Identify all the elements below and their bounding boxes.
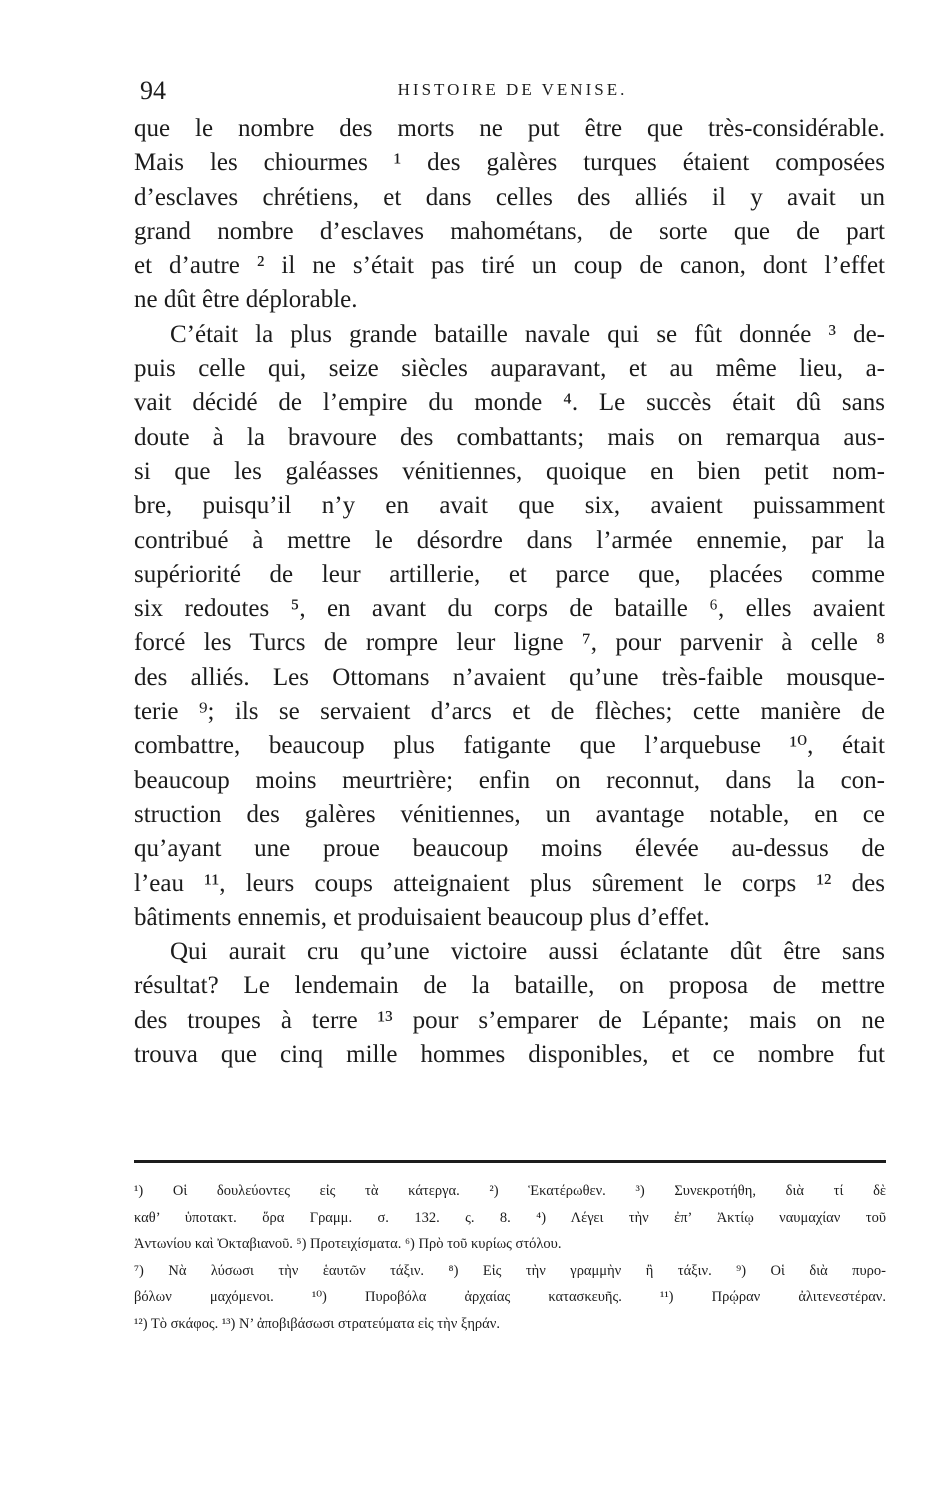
main-text bbox=[134, 112, 885, 1072]
text-line: et d’autre ² il ne s’était pas tiré un coup de canon, dont l’effet bbox=[134, 252, 885, 280]
page-number: 94 bbox=[140, 76, 166, 105]
text-line: combattre, beaucoup plus fatigante que l’arquebuse ¹⁰, était bbox=[134, 732, 885, 760]
footnotes bbox=[134, 1178, 886, 1337]
text-line: bâtiments ennemis, et produisaient beaucoup plus d’effet. bbox=[134, 903, 710, 931]
text-line: C’était la plus grande bataille navale qui se fût donnée ³ de- bbox=[170, 320, 885, 348]
text-line: que le nombre des morts ne put être que très-considérable. bbox=[134, 115, 885, 142]
text-line: struction des galères vénitiennes, un avantage notable, en ce bbox=[134, 800, 885, 828]
footnote-line: ¹) Οἱ δουλεύοντες εἰς τὰ κάτεργα. ²) Ἑκατέρωθεν. ³) Συνεκροτήθη, διὰ τί δὲ bbox=[134, 1183, 886, 1199]
text-line: six redoutes ⁵, en avant du corps de bataille ⁶, elles avaient bbox=[134, 595, 885, 623]
text-line: grand nombre d’esclaves mahométans, de sorte que de part bbox=[134, 217, 885, 245]
text-line: l’eau ¹¹, leurs coups atteignaient plus sûrement le corps ¹² des bbox=[134, 869, 885, 897]
text-line: ne dût être déplorable. bbox=[134, 286, 358, 314]
text-line: terie ⁹; ils se servaient d’arcs et de flèches; cette manière de bbox=[134, 698, 885, 726]
text-line: doute à la bravoure des combattants; mais on remarqua aus- bbox=[134, 423, 885, 451]
text-line: des troupes à terre ¹³ pour s’emparer de Lépante; mais on ne bbox=[134, 1006, 885, 1034]
text-line: contribué à mettre le désordre dans l’armée ennemie, par la bbox=[134, 526, 885, 554]
text-line: si que les galéasses vénitiennes, quoique en bien petit nom- bbox=[134, 457, 885, 485]
text-line: résultat? Le lendemain de la bataille, on proposa de mettre bbox=[134, 972, 885, 1000]
text-line: bre, puisqu’il n’y en avait que six, avaient puissamment bbox=[134, 492, 885, 520]
footnote-divider bbox=[134, 1160, 886, 1163]
text-line: Mais les chiourmes ¹ des galères turques étaient composées bbox=[134, 149, 885, 177]
footnote-line: καθ’ ὑποτακτ. ὅρα Γραμμ. σ. 132. ς. 8. ⁴) Λέγει τὴν ἐπ’ Ἀκτίῳ ναυμαχίαν τοῦ bbox=[134, 1209, 886, 1226]
text-line: beaucoup moins meurtrière; enfin on reconnut, dans la con- bbox=[134, 766, 885, 794]
text-line: des alliés. Les Ottomans n’avaient qu’une très-faible mousque- bbox=[134, 663, 885, 691]
footnote-line: Ἀντωνίου καὶ Ὀκταβιανοῦ. ⁵) Προτειχίσματα. ⁶) Πρὸ τοῦ κυρίως στόλου. bbox=[134, 1236, 562, 1252]
running-title: HISTOIRE DE VENISE. bbox=[397, 80, 628, 99]
text-line: supériorité de leur artillerie, et parce que, placées comme bbox=[134, 560, 885, 588]
text-line: qu’ayant une proue beaucoup moins élevée au-dessus de bbox=[134, 835, 885, 863]
page-header bbox=[140, 76, 885, 106]
footnote-line: βόλων μαχόμενοι. ¹⁰) Πυροβόλα ἀρχαίας κατασκευῆς. ¹¹) Πρῴραν ἀλιτενεστέραν. bbox=[134, 1289, 886, 1305]
text-line: trouva que cinq mille hommes disponibles, et ce nombre fut bbox=[134, 1041, 885, 1069]
text-line: puis celle qui, seize siècles auparavant, et au même lieu, a- bbox=[134, 355, 885, 383]
footnote-line: ¹²) Τὸ σκάφος. ¹³) Ν’ ἀποβιβάσωσι στρατεύματα εἰς τὴν ξηράν. bbox=[134, 1315, 500, 1332]
text-line: forcé les Turcs de rompre leur ligne ⁷, pour parvenir à celle ⁸ bbox=[134, 629, 885, 657]
text-line: Qui aurait cru qu’une victoire aussi éclatante dût être sans bbox=[170, 938, 885, 966]
text-line: d’esclaves chrétiens, et dans celles des alliés il y avait un bbox=[134, 183, 885, 211]
text-line: vait décidé de l’empire du monde ⁴. Le succès était dû sans bbox=[134, 389, 885, 417]
footnote-line: ⁷) Νὰ λύσωσι τὴν ἑαυτῶν τάξιν. ⁸) Εἰς τὴν γραμμὴν ἢ τάξιν. ⁹) Οἱ διὰ πυρο- bbox=[134, 1262, 886, 1279]
